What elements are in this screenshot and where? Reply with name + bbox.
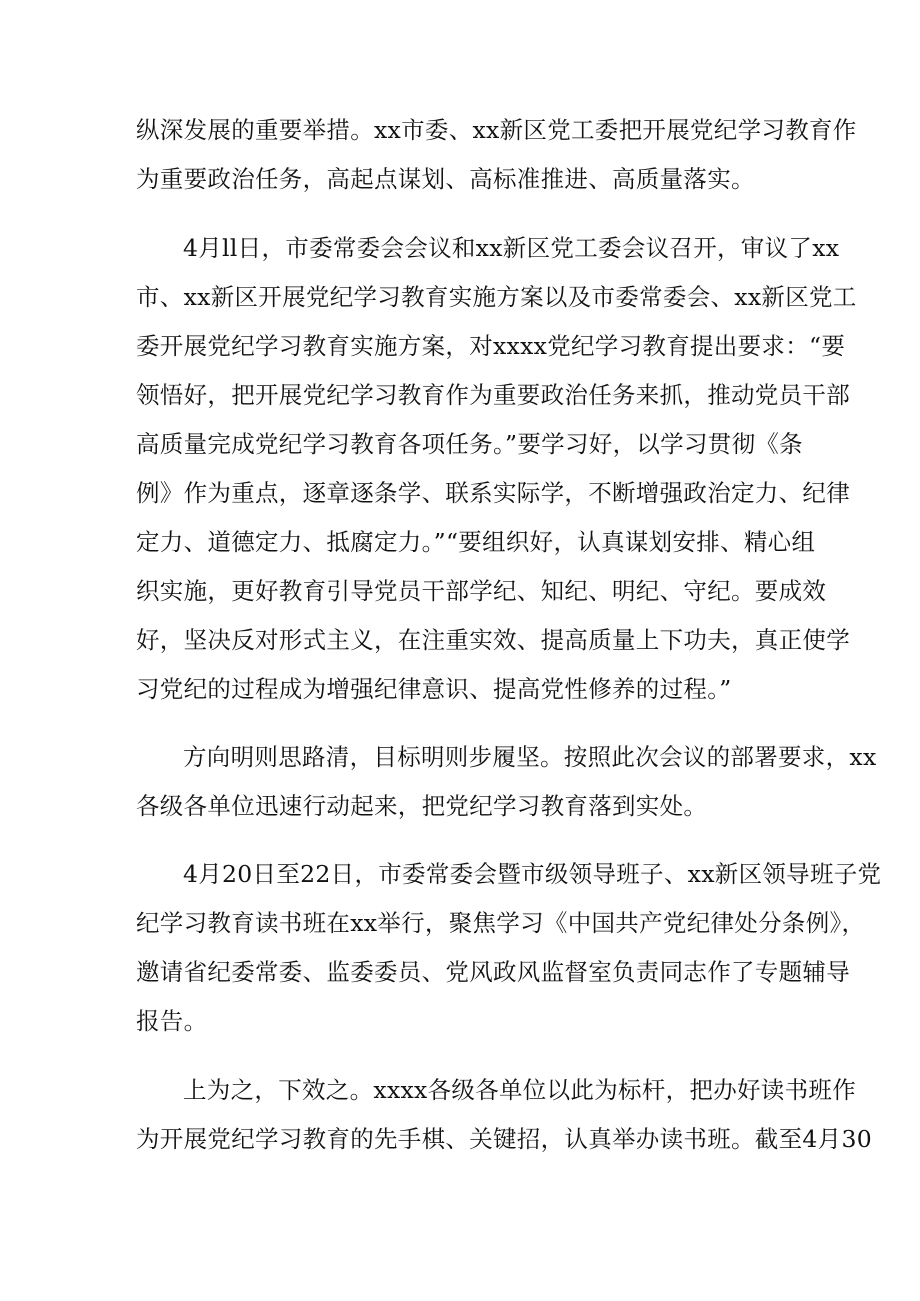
text-line: 4月ll日，市委常委会会议和xx新区党工委会议召开，审议了xx (183, 234, 840, 262)
text-line: 为重要政治任务，高起点谋划、高标准推进、高质量落实。 (136, 165, 755, 193)
text-line: 纵深发展的重要举措。xx市委、xx新区党工委把开展党纪学习教育作 (136, 116, 857, 144)
text-line: 织实施，更好教育引导党员干部学纪、知纪、明纪、守纪。要成效 (136, 577, 827, 605)
text-line: 市、xx新区开展党纪学习教育实施方案以及市委常委会、xx新区党工 (136, 283, 857, 311)
text-line: 报告。 (136, 1007, 208, 1035)
text-line: 高质量完成党纪学习教育各项任务。”要学习好，以学习贯彻《条 (136, 430, 803, 458)
text-line: 邀请省纪委常委、监委委员、党风政风监督室负责同志作了专题辅导 (136, 958, 850, 986)
text-line: 例》作为重点，逐章逐条学、联系实际学，不断增强政治定力、纪律 (136, 479, 850, 507)
text-line: 各级各单位迅速行动起来，把党纪学习教育落到实处。 (136, 792, 708, 820)
text-line: 领悟好，把开展党纪学习教育作为重要政治任务来抓，推动党员干部 (136, 381, 850, 409)
text-line: 4月20日至22日，市委常委会暨市级领导班子、xx新区领导班子党 (183, 860, 882, 888)
text-line: 上为之，下效之。xxxx各级各单位以此为标杆，把办好读书班作 (183, 1076, 857, 1104)
text-line: 习党纪的过程成为增强纪律意识、提高党性修养的过程。” (136, 675, 732, 703)
text-line: 好，坚决反对形式主义，在注重实效、提高质量上下功夫，真正使学 (136, 626, 850, 654)
text-line: 方向明则思路清，目标明则步履坚。按照此次会议的部署要求，xx (183, 743, 877, 771)
text-line: 定力、道德定力、抵腐定力。”“要组织好，认真谋划安排、精心组 (136, 528, 816, 556)
text-line: 委开展党纪学习教育实施方案，对xxxx党纪学习教育提出要求：“要 (136, 332, 846, 360)
text-line: 为开展党纪学习教育的先手棋、关键招，认真举办读书班。截至4月30 (136, 1125, 872, 1153)
text-line: 纪学习教育读书班在xx举行，聚焦学习《中国共产党纪律处分条例》， (136, 909, 866, 937)
